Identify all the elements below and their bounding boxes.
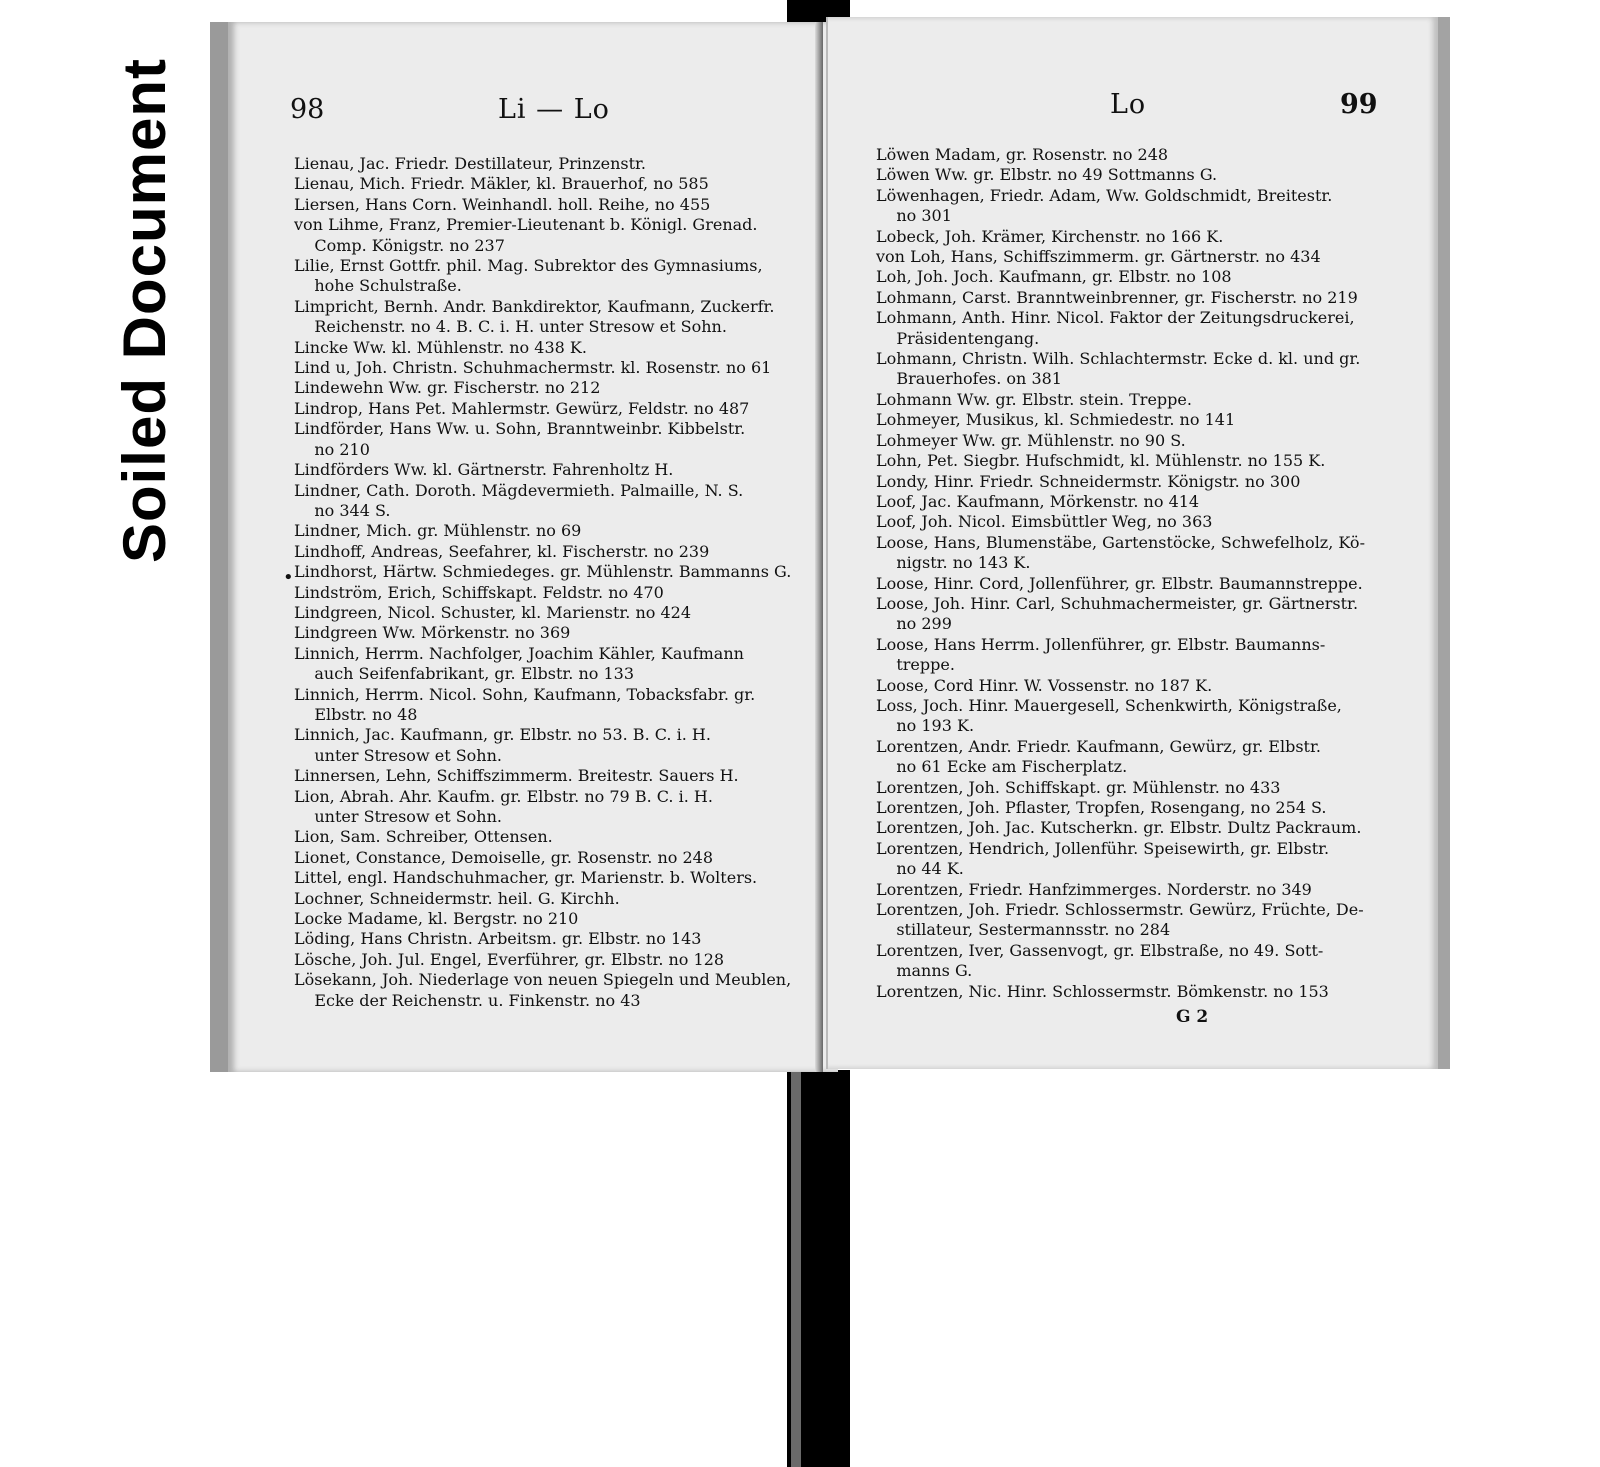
right-page-number: 99 (1340, 89, 1378, 120)
left-page (210, 22, 838, 1072)
directory-entry: Lohmann, Anth. Hinr. Nicol. Faktor der Zeitungsdruckerei, (876, 308, 1355, 328)
directory-entry: no 210 (294, 439, 370, 459)
directory-entry: Löwen Madam, gr. Rosenstr. no 248 (876, 145, 1169, 164)
directory-entry: Lösche, Joh. Jul. Engel, Everführer, gr. Elbstr. no 128 (294, 949, 725, 969)
directory-entry: Lion, Sam. Schreiber, Ottensen. (294, 827, 553, 847)
directory-entry: no 299 (876, 614, 952, 634)
soiled-document-label: Soiled Document (111, 57, 179, 563)
directory-entry: Loose, Cord Hinr. W. Vossenstr. no 187 K. (876, 675, 1213, 695)
directory-entry: Lorentzen, Joh. Schiffskapt. gr. Mühlenstr. no 433 (876, 777, 1281, 797)
directory-entry: manns G. (876, 961, 973, 981)
directory-entry: Lobeck, Joh. Krämer, Kirchenstr. no 166 K. (876, 226, 1224, 246)
right-entry-list (876, 145, 1406, 1002)
directory-entry: Brauerhofes. on 381 (876, 369, 1062, 389)
directory-entry: unter Stresow et Sohn. (294, 745, 502, 765)
directory-entry: Lohmeyer, Musikus, kl. Schmiedestr. no 141 (876, 410, 1236, 430)
directory-entry: Linnich, Herrm. Nicol. Sohn, Kaufmann, Tobacksfabr. gr. (294, 684, 756, 704)
directory-entry: Loof, Joh. Nicol. Eimsbüttler Weg, no 363 (876, 512, 1213, 532)
directory-entry: Lohmann, Christn. Wilh. Schlachtermstr. Ecke d. kl. und gr. (876, 349, 1361, 369)
directory-entry: Lohmann, Carst. Branntweinbrenner, gr. Fischerstr. no 219 (876, 287, 1358, 307)
directory-entry: Lorentzen, Joh. Friedr. Schlossermstr. Gewürz, Früchte, De- (876, 900, 1364, 920)
book-gutter (815, 22, 823, 1072)
directory-entry: Lindner, Mich. gr. Mühlenstr. no 69 (294, 521, 582, 541)
directory-entry: Lincke Ww. kl. Mühlenstr. no 438 K. (294, 337, 587, 357)
directory-entry: Lorentzen, Joh. Jac. Kutscherkn. gr. Elbstr. Dultz Packraum. (876, 818, 1362, 838)
directory-entry: Loose, Hinr. Cord, Jollenführer, gr. Elbstr. Baumannstreppe. (876, 573, 1363, 593)
directory-entry: Linnersen, Lehn, Schiffszimmerm. Breitestr. Sauers H. (294, 766, 739, 786)
directory-entry: Löding, Hans Christn. Arbeitsm. gr. Elbstr. no 143 (294, 929, 702, 949)
directory-entry: Lionet, Constance, Demoiselle, gr. Rosenstr. no 248 (294, 847, 714, 867)
right-running-head: Lo (1110, 89, 1147, 120)
directory-entry: Lilie, Ernst Gottfr. phil. Mag. Subrektor des Gymnasiums, (294, 256, 763, 276)
directory-entry: no 344 S. (294, 500, 391, 520)
directory-entry: von Lihme, Franz, Premier-Lieutenant b. Königl. Grenad. (294, 215, 758, 235)
directory-entry: Lindhoff, Andreas, Seefahrer, kl. Fischerstr. no 239 (294, 541, 710, 561)
directory-entry: nigstr. no 143 K. (876, 553, 1031, 573)
directory-entry: Comp. Königstr. no 237 (294, 235, 505, 255)
directory-entry: no 44 K. (876, 859, 964, 879)
directory-entry: Lindström, Erich, Schiffskapt. Feldstr. no 470 (294, 582, 664, 602)
directory-entry: Lion, Abrah. Ahr. Kaufm. gr. Elbstr. no 79 B. C. i. H. (294, 786, 713, 806)
directory-entry: Loose, Joh. Hinr. Carl, Schuhmachermeister, gr. Gärtnerstr. (876, 593, 1359, 613)
directory-entry: Elbstr. no 48 (294, 704, 418, 724)
directory-entry: Lorentzen, Andr. Friedr. Kaufmann, Gewürz, gr. Elbstr. (876, 736, 1321, 756)
directory-entry: Lindhorst, Härtw. Schmiedeges. gr. Mühlenstr. Bammanns G. (294, 562, 792, 582)
directory-entry: Löwen Ww. gr. Elbstr. no 49 Sottmanns G. (876, 165, 1218, 185)
left-running-head: Li — Lo (498, 94, 610, 125)
directory-entry: Löwenhagen, Friedr. Adam, Ww. Goldschmidt, Breitestr. (876, 185, 1333, 205)
directory-entry: Loose, Hans, Blumenstäbe, Gartenstöcke, Schwefelholz, Kö- (876, 532, 1365, 552)
margin-mark: • (283, 567, 294, 588)
directory-entry: Lindewehn Ww. gr. Fischerstr. no 212 (294, 378, 601, 398)
directory-entry: Liersen, Hans Corn. Weinhandl. holl. Reihe, no 455 (294, 194, 711, 214)
directory-entry: Lohmeyer Ww. gr. Mühlenstr. no 90 S. (876, 430, 1186, 450)
directory-entry: Lösekann, Joh. Niederlage von neuen Spiegeln und Meublen, (294, 970, 792, 990)
directory-entry: Lindgreen Ww. Mörkenstr. no 369 (294, 623, 571, 643)
directory-entry: von Loh, Hans, Schiffszimmerm. gr. Gärtnerstr. no 434 (876, 247, 1321, 267)
directory-entry: Lienau, Jac. Friedr. Destillateur, Prinzenstr. (294, 154, 647, 173)
directory-entry: Linnich, Jac. Kaufmann, gr. Elbstr. no 53. B. C. i. H. (294, 725, 711, 745)
directory-entry: Limpricht, Bernh. Andr. Bankdirektor, Kaufmann, Zuckerfr. (294, 296, 775, 316)
directory-entry: Lohn, Pet. Siegbr. Hufschmidt, kl. Mühlenstr. no 155 K. (876, 451, 1326, 471)
signature-mark: G 2 (1176, 1007, 1209, 1027)
soiled-document-stamp (100, 55, 190, 565)
directory-entry: no 301 (876, 206, 952, 226)
directory-entry: no 193 K. (876, 716, 975, 736)
directory-entry: Lochner, Schneidermstr. heil. G. Kirchh. (294, 888, 620, 908)
right-page (826, 17, 1450, 1069)
directory-entry: unter Stresow et Sohn. (294, 807, 502, 826)
directory-entry: hohe Schulstraße. (294, 276, 462, 296)
directory-entry: Lorentzen, Joh. Pflaster, Tropfen, Rosengang, no 254 S. (876, 798, 1327, 817)
directory-entry: Lindrop, Hans Pet. Mahlermstr. Gewürz, Feldstr. no 487 (294, 398, 750, 418)
directory-entry: treppe. (876, 655, 955, 675)
directory-entry: Reichenstr. no 4. B. C. i. H. unter Stresow et Sohn. (294, 317, 727, 337)
directory-entry: Lind u, Joh. Christn. Schuhmachermstr. kl. Rosenstr. no 61 (294, 358, 772, 378)
directory-entry: auch Seifenfabrikant, gr. Elbstr. no 133 (294, 664, 634, 684)
directory-entry: Lorentzen, Friedr. Hanfzimmerges. Norderstr. no 349 (876, 879, 1312, 899)
directory-entry: Littel, engl. Handschuhmacher, gr. Marienstr. b. Wolters. (294, 868, 758, 888)
directory-entry: Lohmann Ww. gr. Elbstr. stein. Treppe. (876, 389, 1192, 409)
directory-entry: Ecke der Reichenstr. u. Finkenstr. no 43 (294, 990, 641, 1010)
directory-entry: Lorentzen, Iver, Gassenvogt, gr. Elbstraße, no 49. Sott- (876, 940, 1324, 960)
directory-entry: Lindförders Ww. kl. Gärtnerstr. Fahrenholtz H. (294, 460, 674, 480)
directory-entry: Lindförder, Hans Ww. u. Sohn, Branntweinbr. Kibbelstr. (294, 419, 746, 439)
directory-entry: Lindgreen, Nicol. Schuster, kl. Marienstr. no 424 (294, 602, 692, 622)
directory-entry: Londy, Hinr. Friedr. Schneidermstr. Königstr. no 300 (876, 471, 1301, 491)
directory-entry: Lienau, Mich. Friedr. Mäkler, kl. Brauerhof, no 585 (294, 174, 709, 194)
directory-entry: Linnich, Herrm. Nachfolger, Joachim Kähler, Kaufmann (294, 643, 744, 663)
directory-entry: stillateur, Sestermannsstr. no 284 (876, 920, 1171, 940)
directory-entry: Lindner, Cath. Doroth. Mägdevermieth. Palmaille, N. S. (294, 480, 744, 500)
bookmark-ribbon-bottom (787, 1070, 850, 1467)
left-entry-list (294, 154, 814, 1011)
directory-entry: Loh, Joh. Joch. Kaufmann, gr. Elbstr. no 108 (876, 267, 1232, 287)
directory-entry: Lorentzen, Hendrich, Jollenführ. Speisewirth, gr. Elbstr. (876, 838, 1330, 858)
directory-entry: Locke Madame, kl. Bergstr. no 210 (294, 909, 579, 929)
directory-entry: no 61 Ecke am Fischerplatz. (876, 757, 1128, 777)
directory-entry: Loose, Hans Herrm. Jollenführer, gr. Elbstr. Baumanns- (876, 634, 1326, 654)
directory-entry: Präsidentengang. (876, 328, 1040, 348)
left-page-number: 98 (290, 94, 325, 125)
directory-entry: Lorentzen, Nic. Hinr. Schlossermstr. Bömkenstr. no 153 (876, 981, 1329, 1001)
directory-entry: Loss, Joch. Hinr. Mauergesell, Schenkwirth, Königstraße, (876, 695, 1342, 715)
directory-entry: Loof, Jac. Kaufmann, Mörkenstr. no 414 (876, 491, 1200, 511)
